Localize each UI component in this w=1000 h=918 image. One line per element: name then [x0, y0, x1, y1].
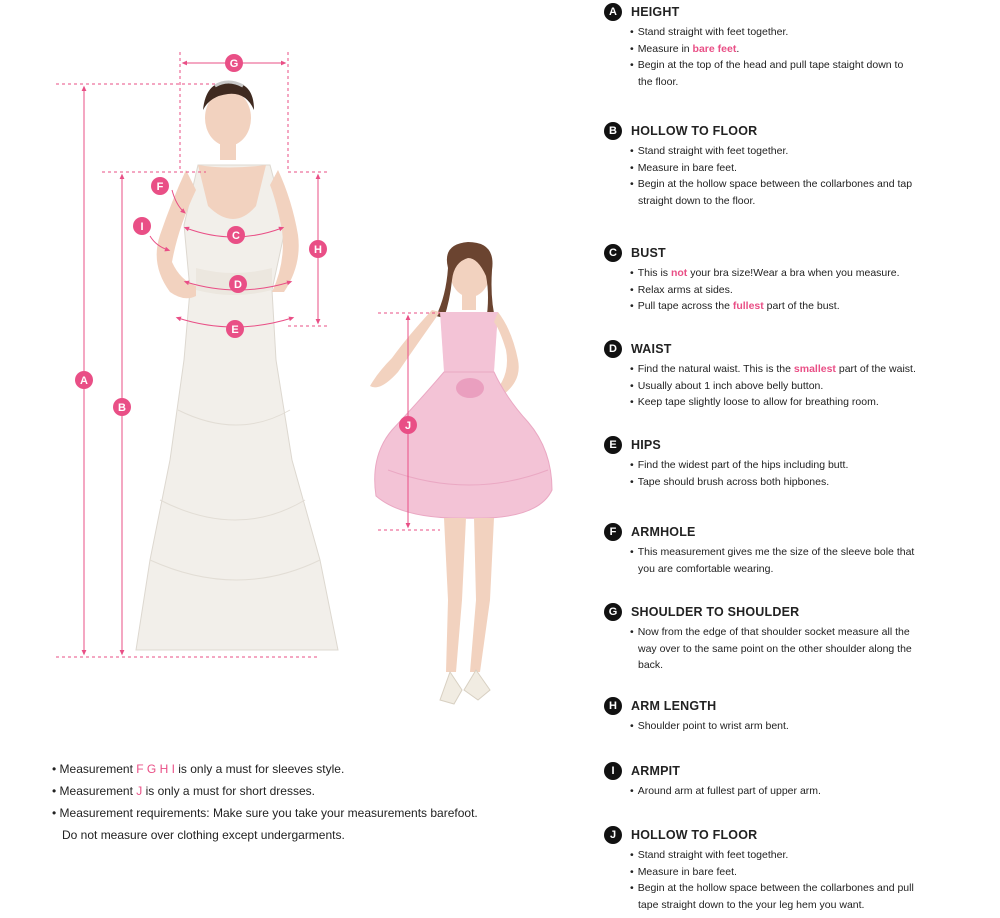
marker-i: [133, 217, 151, 235]
section-header: [604, 697, 994, 715]
section-d: [604, 340, 994, 411]
section-title: HOLLOW TO FLOOR: [631, 828, 758, 842]
marker-f: [151, 177, 169, 195]
marker-g: [225, 54, 243, 72]
instruction-text: part of the bust.: [763, 300, 840, 312]
instruction-list: [604, 24, 994, 90]
section-c: [604, 244, 994, 315]
note-line: • Measurement J is only a must for short dresses.: [52, 784, 315, 798]
letter-badge: G: [604, 603, 622, 621]
instruction-item: • Pull tape across the fullest part of the bust.: [630, 300, 840, 312]
highlight-text: smallest: [793, 363, 836, 375]
section-header: [604, 436, 994, 454]
svg-text:D: D: [234, 279, 242, 291]
svg-text:G: G: [229, 58, 239, 70]
instruction-continuation: the floor.: [638, 75, 679, 88]
section-title: BUST: [631, 246, 666, 260]
instruction-text: Find the natural waist. This is the: [637, 363, 794, 375]
instruction-item: • Stand straight with feet together.: [630, 26, 789, 38]
svg-text:I: I: [140, 221, 144, 233]
note-line: • Measurement requirements: Make sure you take your measurements barefoot.: [52, 806, 478, 820]
section-title: ARMPIT: [631, 764, 681, 778]
instruction-continuation: way over to the same point on the other shoulder along the: [638, 642, 912, 655]
svg-text:E: E: [231, 324, 239, 336]
marker-a: [75, 371, 93, 389]
instruction-item: • Find the widest part of the hips including butt.: [630, 459, 849, 471]
instruction-list: [604, 361, 994, 411]
instruction-continuation: straight down to the floor.: [638, 194, 756, 207]
instruction-item: • Shoulder point to wrist arm bent.: [630, 720, 789, 732]
highlight-text: fullest: [732, 300, 764, 312]
section-header: [604, 523, 994, 541]
instruction-text: Relax arms at sides.: [637, 283, 733, 296]
instruction-text: Begin at the hollow space between the collarbones and tap: [637, 178, 913, 190]
instruction-text: Stand straight with feet together.: [637, 26, 789, 38]
instruction-continuation: back.: [638, 659, 664, 671]
section-i: [604, 762, 994, 800]
instruction-item: • Around arm at fullest part of upper arm.: [630, 785, 821, 797]
section-title: ARMHOLE: [631, 525, 696, 539]
instruction-text: Measure in bare feet.: [637, 161, 737, 174]
section-a: [604, 3, 994, 90]
section-header: [604, 3, 994, 21]
marker-j: [399, 416, 417, 434]
instruction-item: • Usually about 1 inch above belly button.: [630, 379, 824, 392]
section-h: [604, 697, 994, 735]
svg-text:C: C: [232, 230, 240, 242]
instruction-item: • Relax arms at sides.: [630, 283, 733, 296]
instruction-text: Find the widest part of the hips including butt.: [637, 459, 849, 471]
svg-text:B: B: [118, 402, 126, 414]
instruction-text: Shoulder point to wrist arm bent.: [637, 720, 789, 732]
instruction-list: [604, 718, 994, 735]
section-j: [604, 826, 994, 913]
instruction-text: Stand straight with feet together.: [637, 145, 789, 157]
section-title: SHOULDER TO SHOULDER: [631, 605, 800, 619]
svg-text:H: H: [314, 244, 322, 256]
instruction-list: [604, 265, 994, 315]
instruction-text: Tape should brush across both hipbones.: [637, 475, 830, 488]
instruction-item: • Now from the edge of that shoulder socket measure all the way over to the same point on the other shoulder along the back.: [630, 624, 994, 674]
bride-figure: [136, 82, 338, 650]
marker-d: [229, 275, 247, 293]
note-line: • Measurement F G H I is only a must for sleeves style.: [52, 762, 345, 776]
highlight-text: not: [670, 267, 688, 279]
section-header: [604, 340, 994, 358]
letter-badge: F: [604, 523, 622, 541]
svg-text:J: J: [404, 420, 412, 432]
marker-h: [309, 240, 327, 258]
letter-badge: I: [604, 762, 622, 780]
instruction-list: [604, 143, 994, 209]
instruction-item: • Begin at the top of the head and pull tape staight down to the floor.: [630, 57, 994, 90]
letter-badge: D: [604, 340, 622, 358]
marker-e: [226, 320, 244, 338]
letter-badge: H: [604, 697, 622, 715]
section-e: [604, 436, 994, 490]
instruction-text: This measurement gives me the size of the sleeve bole that: [637, 546, 915, 558]
instruction-text: Measure in bare feet.: [637, 865, 737, 878]
instruction-text: your bra size!Wear a bra when you measure.: [687, 267, 900, 279]
instruction-text: Measure in: [637, 42, 693, 55]
instruction-text: Around arm at fullest part of upper arm.: [637, 785, 821, 797]
instruction-continuation: you are comfortable wearing.: [638, 562, 774, 575]
instruction-text: Stand straight with feet together.: [637, 849, 789, 861]
instruction-text: Begin at the hollow space between the collarbones and pull: [637, 882, 914, 894]
section-b: [604, 122, 994, 209]
instruction-item: • Begin at the hollow space between the collarbones and pull tape straight down to the your leg hem you want.: [630, 880, 994, 913]
instruction-item: • Tape should brush across both hipbones.: [630, 475, 830, 488]
letter-badge: A: [604, 3, 622, 21]
note-line: Do not measure over clothing except undergarments.: [62, 828, 345, 842]
instruction-item: • Keep tape slightly loose to allow for breathing room.: [630, 396, 879, 408]
instruction-continuation: tape straight down to the your leg hem you want.: [638, 898, 865, 911]
instruction-text: .: [736, 42, 740, 55]
instruction-list: [604, 783, 994, 800]
section-g: [604, 603, 994, 674]
section-header: [604, 762, 994, 780]
instruction-list: [604, 544, 994, 577]
instruction-item: • This is not your bra size!Wear a bra when you measure.: [630, 267, 900, 279]
instruction-item: • Begin at the hollow space between the collarbones and tap straight down to the floor.: [630, 176, 994, 209]
section-title: WAIST: [631, 342, 672, 356]
svg-text:A: A: [80, 375, 88, 387]
instruction-text: Usually about 1 inch above belly button.: [637, 379, 824, 392]
section-title: HIPS: [631, 438, 661, 452]
instruction-text: Now from the edge of that shoulder socket measure all the: [637, 626, 910, 638]
instruction-list: [604, 457, 994, 490]
instruction-item: • Stand straight with feet together.: [630, 145, 789, 157]
section-header: [604, 603, 994, 621]
instruction-item: • Find the natural waist. This is the smallest part of the waist.: [630, 363, 916, 375]
instruction-item: • Measure in bare feet.: [630, 865, 737, 878]
instruction-text: part of the waist.: [835, 363, 916, 375]
marker-b: [113, 398, 131, 416]
letter-badge: J: [604, 826, 622, 844]
section-title: HOLLOW TO FLOOR: [631, 124, 758, 138]
section-header: [604, 122, 994, 140]
instruction-item: • This measurement gives me the size of the sleeve bole that you are comfortable wearing.: [630, 544, 994, 577]
letter-badge: E: [604, 436, 622, 454]
instruction-list: [604, 624, 994, 674]
highlight-text: bare feet: [692, 42, 737, 55]
section-header: [604, 244, 994, 262]
section-f: [604, 523, 994, 577]
section-title: ARM LENGTH: [631, 699, 717, 713]
marker-c: [227, 226, 245, 244]
instruction-text: Begin at the top of the head and pull tape staight down to: [637, 59, 904, 71]
instruction-text: Keep tape slightly loose to allow for breathing room.: [637, 396, 879, 408]
svg-text:F: F: [156, 181, 164, 193]
short-dress-figure: [370, 242, 552, 704]
instruction-item: • Measure in bare feet.: [630, 42, 740, 55]
letter-badge: B: [604, 122, 622, 140]
section-header: [604, 826, 994, 844]
letter-badge: C: [604, 244, 622, 262]
section-title: HEIGHT: [631, 5, 680, 19]
instruction-item: • Stand straight with feet together.: [630, 849, 789, 861]
measurement-notes: [52, 758, 582, 846]
instruction-item: • Measure in bare feet.: [630, 161, 737, 174]
instruction-text: Pull tape across the: [637, 300, 733, 312]
instruction-list: [604, 847, 994, 913]
instruction-text: This is: [637, 267, 671, 279]
